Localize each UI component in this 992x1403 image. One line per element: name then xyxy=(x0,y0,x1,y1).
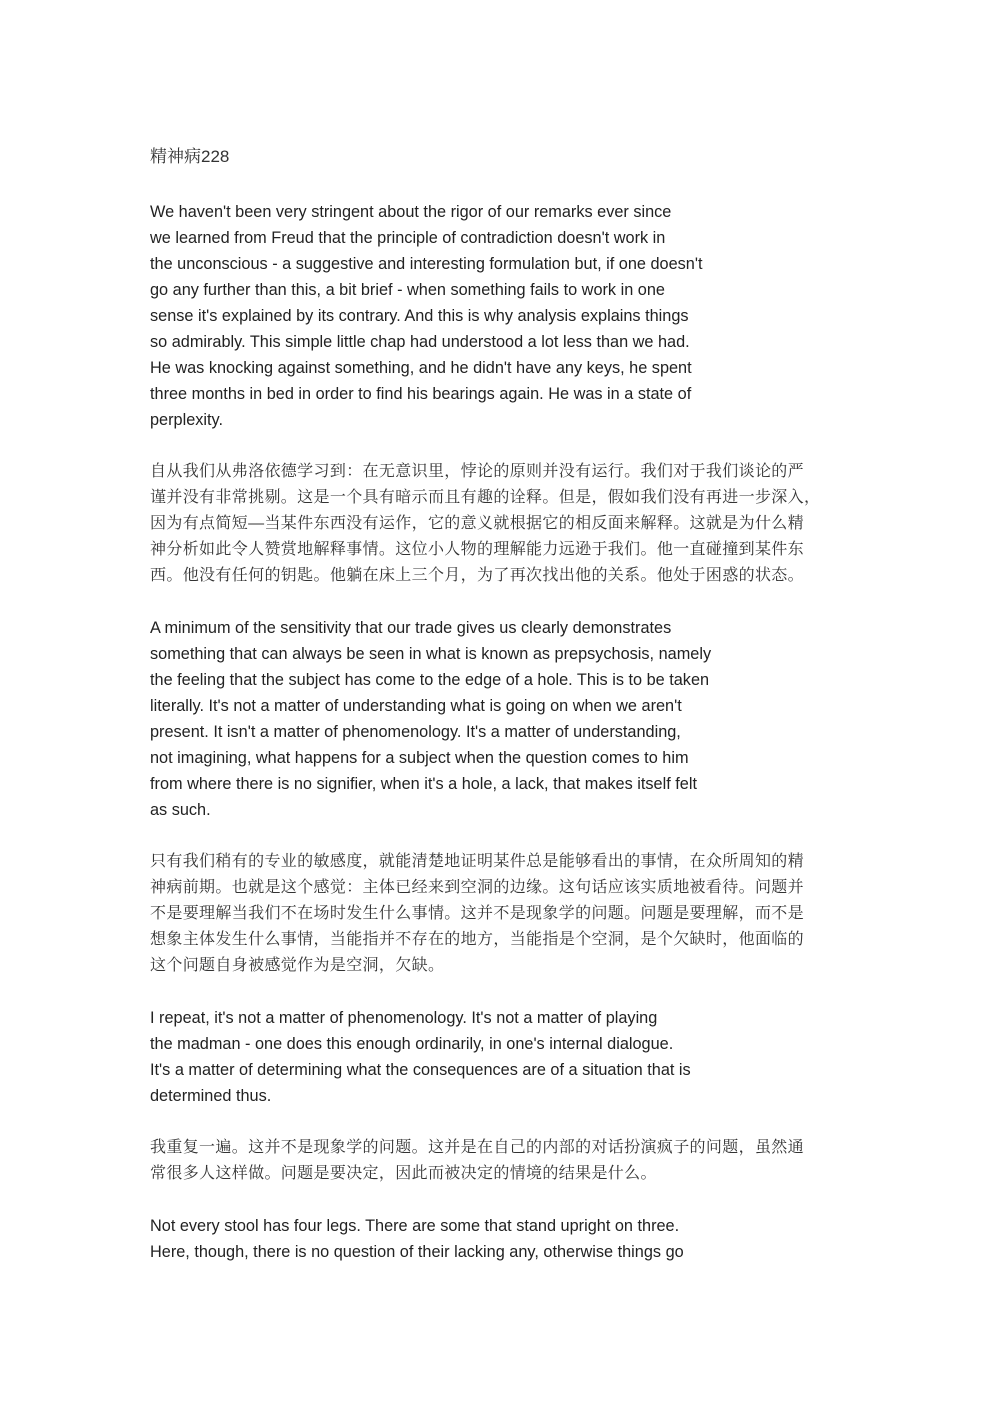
text-line: 只有我们稍有的专业的敏感度，就能清楚地证明某件总是能够看出的事情，在众所周知的精 xyxy=(150,853,805,870)
text-line: 想象主体发生什么事情，当能指并不存在的地方，当能指是个空洞，是个欠缺时，他面临的 xyxy=(150,931,805,948)
text-line: as such. xyxy=(150,801,211,819)
text-line: perplexity. xyxy=(150,411,223,429)
body-text xyxy=(150,199,850,1291)
text-line: three months in bed in order to find his bearings again. He was in a state of xyxy=(150,385,692,403)
text-line: We haven't been very stringent about the rigor of our remarks ever since xyxy=(150,203,672,221)
text-line: so admirably. This simple little chap had understood a lot less than we had. xyxy=(150,333,690,351)
text-line: present. It isn't a matter of phenomenology. It's a matter of understanding, xyxy=(150,723,681,741)
paragraph-chinese xyxy=(150,459,850,589)
page-header xyxy=(150,146,229,168)
paragraph-english xyxy=(150,1005,850,1109)
text-line: 不是要理解当我们不在场时发生什么事情。这并不是现象学的问题。问题是要理解，而不是 xyxy=(150,905,805,922)
text-line: 这个问题自身被感觉作为是空洞，欠缺。 xyxy=(150,957,445,974)
text-line: 自从我们从弗洛依德学习到：在无意识里，悖论的原则并没有运行。我们对于我们谈论的严 xyxy=(150,463,805,480)
text-line: determined thus. xyxy=(150,1087,272,1105)
text-line: A minimum of the sensitivity that our trade gives us clearly demonstrates xyxy=(150,619,672,637)
paragraph-english xyxy=(150,199,850,433)
header-title: 精神病 xyxy=(150,147,201,166)
text-line: 我重复一遍。这并不是现象学的问题。这并是在自己的内部的对话扮演疯子的问题，虽然通 xyxy=(150,1139,805,1156)
text-line: Not every stool has four legs. There are some that stand upright on three. xyxy=(150,1217,680,1235)
text-line: the unconscious - a suggestive and interesting formulation but, if one doesn't xyxy=(150,255,703,273)
text-line: the feeling that the subject has come to the edge of a hole. This is to be taken xyxy=(150,671,710,689)
text-line: 神病前期。也就是这个感觉：主体已经来到空洞的边缘。这句话应该实质地被看待。问题并 xyxy=(150,879,805,896)
text-line: the madman - one does this enough ordinarily, in one's internal dialogue. xyxy=(150,1035,674,1053)
text-line: literally. It's not a matter of understanding what is going on when we aren't xyxy=(150,697,682,715)
text-line: 神分析如此令人赞赏地解释事情。这位小人物的理解能力远逊于我们。他一直碰撞到某件东 xyxy=(150,541,805,558)
text-line: It's a matter of determining what the consequences are of a situation that is xyxy=(150,1061,691,1079)
text-line: 因为有点简短—当某件东西没有运作，它的意义就根据它的相反面来解释。这就是为什么精 xyxy=(150,515,805,532)
text-line: go any further than this, a bit brief - when something fails to work in one xyxy=(150,281,665,299)
text-line: 西。他没有任何的钥匙。他躺在床上三个月，为了再次找出他的关系。他处于困惑的状态。 xyxy=(150,567,805,584)
text-line: not imagining, what happens for a subject when the question comes to him xyxy=(150,749,689,767)
text-line: we learned from Freud that the principle of contradiction doesn't work in xyxy=(150,229,666,247)
text-line: I repeat, it's not a matter of phenomenology. It's not a matter of playing xyxy=(150,1009,658,1027)
text-line: sense it's explained by its contrary. And this is why analysis explains things xyxy=(150,307,689,325)
text-line: 谨并没有非常挑剔。这是一个具有暗示而且有趣的诠释。但是，假如我们没有再进一步深入， xyxy=(150,489,821,506)
text-line: Here, though, there is no question of their lacking any, otherwise things go xyxy=(150,1243,684,1261)
text-line: something that can always be seen in what is known as prepsychosis, namely xyxy=(150,645,712,663)
paragraph-english xyxy=(150,1213,850,1265)
paragraph-chinese xyxy=(150,1135,850,1187)
paragraph-english xyxy=(150,615,850,823)
paragraph-chinese xyxy=(150,849,850,979)
header-page-number: 228 xyxy=(201,147,230,166)
text-line: 常很多人这样做。问题是要决定，因此而被决定的情境的结果是什么。 xyxy=(150,1165,657,1182)
text-line: from where there is no signifier, when it's a hole, a lack, that makes itself felt xyxy=(150,775,697,793)
text-line: He was knocking against something, and he didn't have any keys, he spent xyxy=(150,359,692,377)
